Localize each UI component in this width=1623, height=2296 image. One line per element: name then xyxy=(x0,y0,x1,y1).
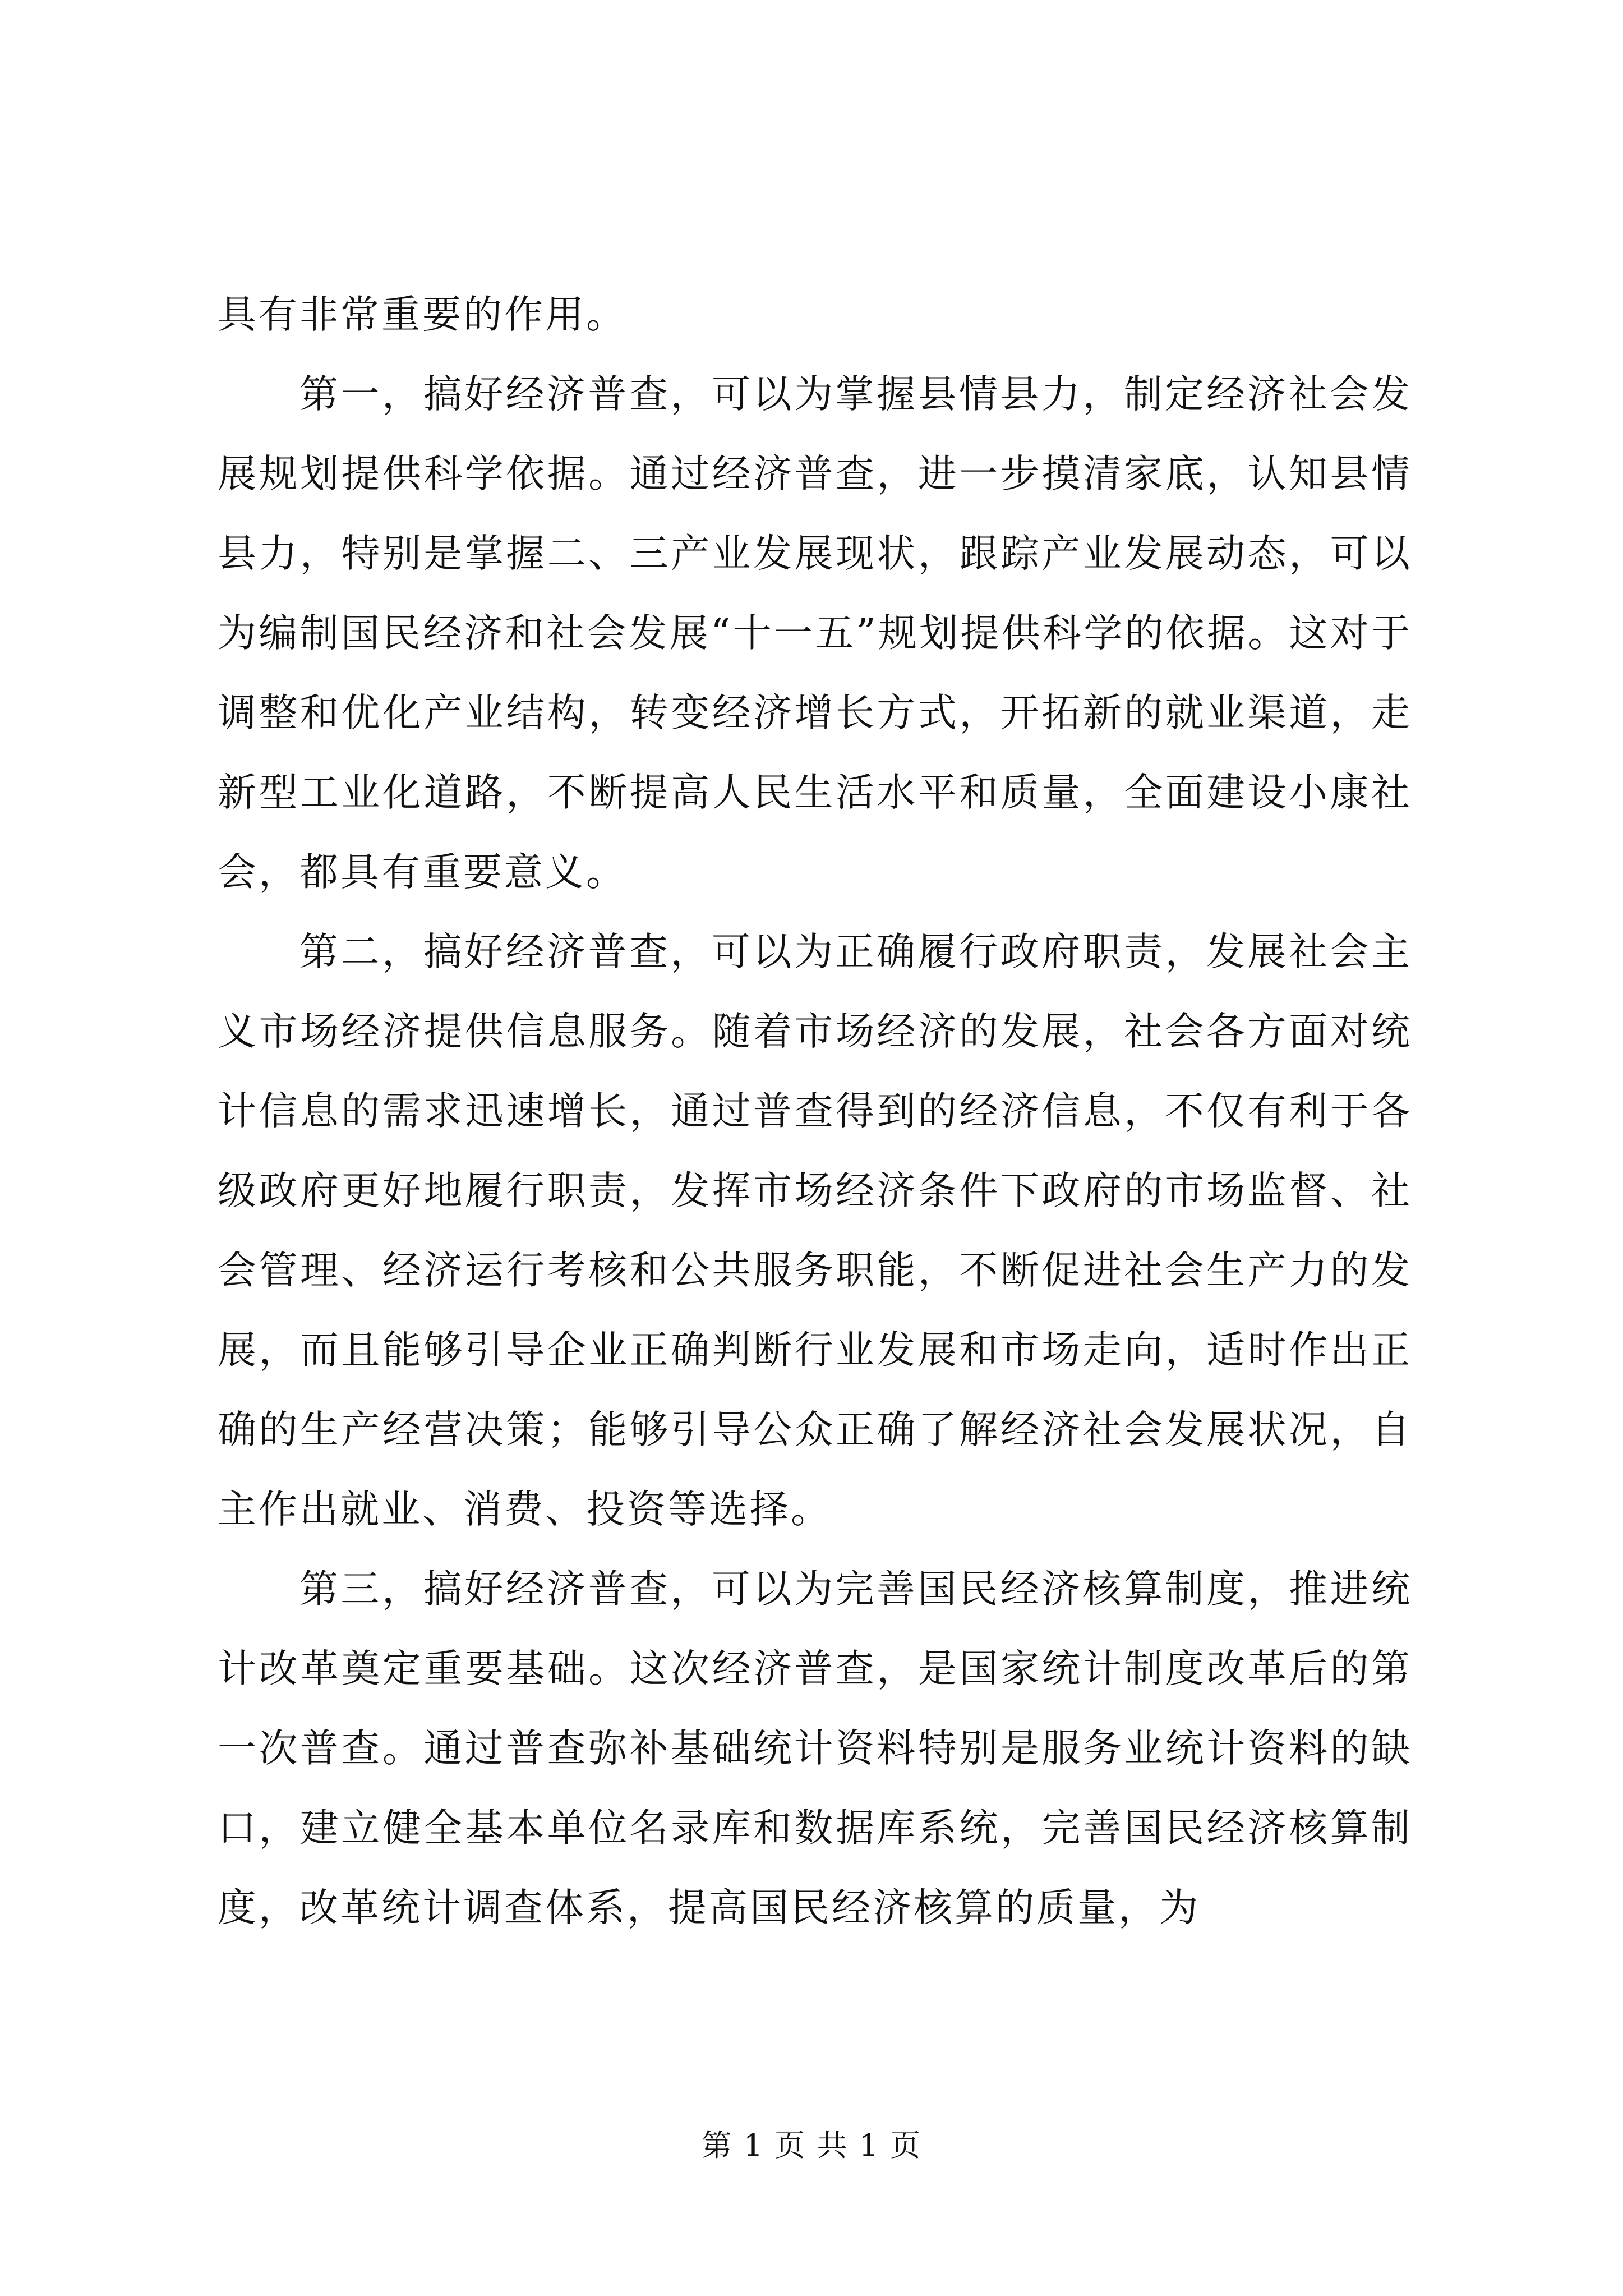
paragraph-second-point: 第二，搞好经济普查，可以为正确履行政府职责，发展社会主义市场经济提供信息服务。随着市场经济的发展，社会各方面对统计信息的需求迅速增长，通过普查得到的经济信息，不仅有利于各级政府更好地履行职责，发挥市场经济条件下政府的市场监督、社会管理、经济运行考核和公共服务职能，不断促进社会生产力的发展，而且能够引导企业正确判断行业发展和市场走向，适时作出正确的生产经营决策；能够引导公众正确了解经济社会发展状况，自主作出就业、消费、投资等选择。 xyxy=(218,930,1412,1532)
document-body xyxy=(218,275,1412,1948)
paragraph-first-point: 第一，搞好经济普查，可以为掌握县情县力，制定经济社会发展规划提供科学依据。通过经济普查，进一步摸清家底，认知县情县力，特别是掌握二、三产业发展现状，跟踪产业发展动态，可以为编制国民经济和社会发展“十一五”规划提供科学的依据。这对于调整和优化产业结构，转变经济增长方式，开拓新的就业渠道，走新型工业化道路，不断提高人民生活水平和质量，全面建设小康社会，都具有重要意义。 xyxy=(218,372,1412,895)
paragraph-continuation: 具有非常重要的作用。 xyxy=(218,292,627,337)
paragraph-third-point: 第三，搞好经济普查，可以为完善国民经济核算制度，推进统计改革奠定重要基础。这次经济普查，是国家统计制度改革后的第一次普查。通过普查弥补基础统计资料特别是服务业统计资料的缺口，建立健全基本单位名录库和数据库系统，完善国民经济核算制度，改革统计调查体系，提高国民经济核算的质量，为 xyxy=(218,1567,1412,1930)
page-number-footer: 第 1 页 共 1 页 xyxy=(701,2128,922,2163)
